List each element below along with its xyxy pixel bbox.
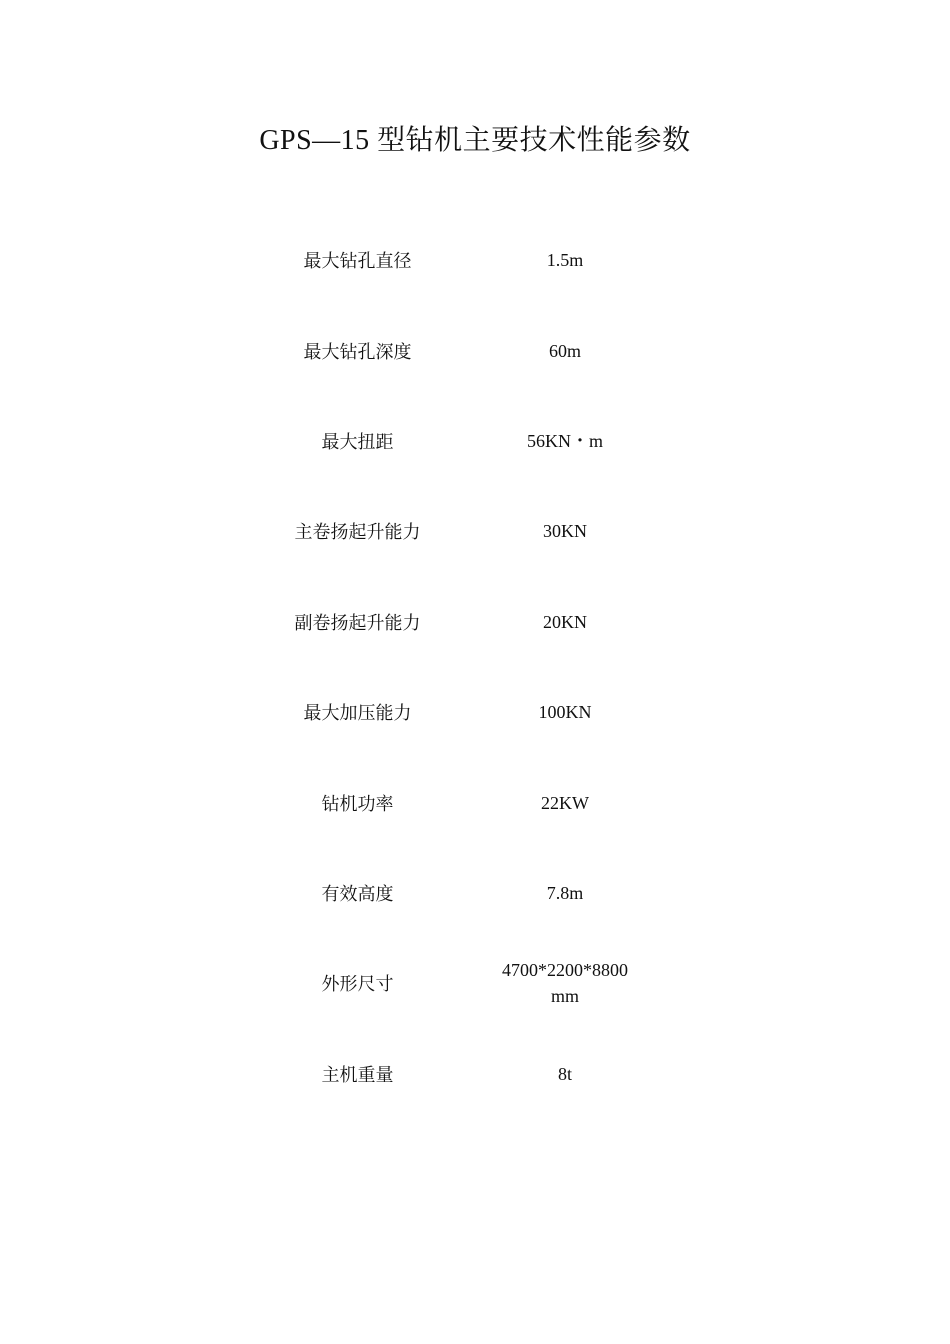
spec-label: 最大加压能力 <box>303 703 412 724</box>
spec-label: 最大钻孔直径 <box>303 251 412 272</box>
spec-row-drill-power <box>250 757 670 847</box>
spec-value: 56KN・m <box>527 430 603 451</box>
spec-value: 22KW <box>541 792 589 813</box>
spec-label: 最大扭距 <box>321 431 394 452</box>
spec-value: 8t <box>557 1063 572 1084</box>
spec-row-aux-hoist-capacity <box>250 577 670 667</box>
spec-row-max-torque <box>250 396 670 486</box>
page-title: GPS—15 型钻机主要技术性能参数 <box>259 125 691 156</box>
spec-label: 主卷扬起升能力 <box>294 522 421 543</box>
spec-value: 20KN <box>543 611 587 632</box>
spec-row-max-pressure <box>250 667 670 757</box>
spec-row-dimensions <box>250 938 670 1028</box>
spec-table <box>250 215 670 1119</box>
spec-label: 最大钻孔深度 <box>303 341 412 362</box>
spec-label: 主机重量 <box>321 1064 394 1085</box>
spec-value: 100KN <box>538 702 592 723</box>
spec-value: 30KN <box>543 521 587 542</box>
spec-row-max-drill-depth <box>250 305 670 395</box>
spec-label: 有效高度 <box>321 883 394 904</box>
spec-value: 7.8m <box>546 882 584 903</box>
spec-label: 副卷扬起升能力 <box>294 612 421 633</box>
spec-row-effective-height <box>250 848 670 938</box>
spec-value: 60m <box>548 340 581 361</box>
spec-row-max-drill-diameter <box>250 215 670 305</box>
spec-row-machine-weight <box>250 1029 670 1119</box>
spec-label: 外形尺寸 <box>321 974 394 995</box>
spec-value: 1.5m <box>546 250 584 271</box>
spec-value: 4700*2200*8800 mm <box>502 960 628 1007</box>
spec-label: 钻机功率 <box>321 793 394 814</box>
spec-row-main-hoist-capacity <box>250 486 670 576</box>
